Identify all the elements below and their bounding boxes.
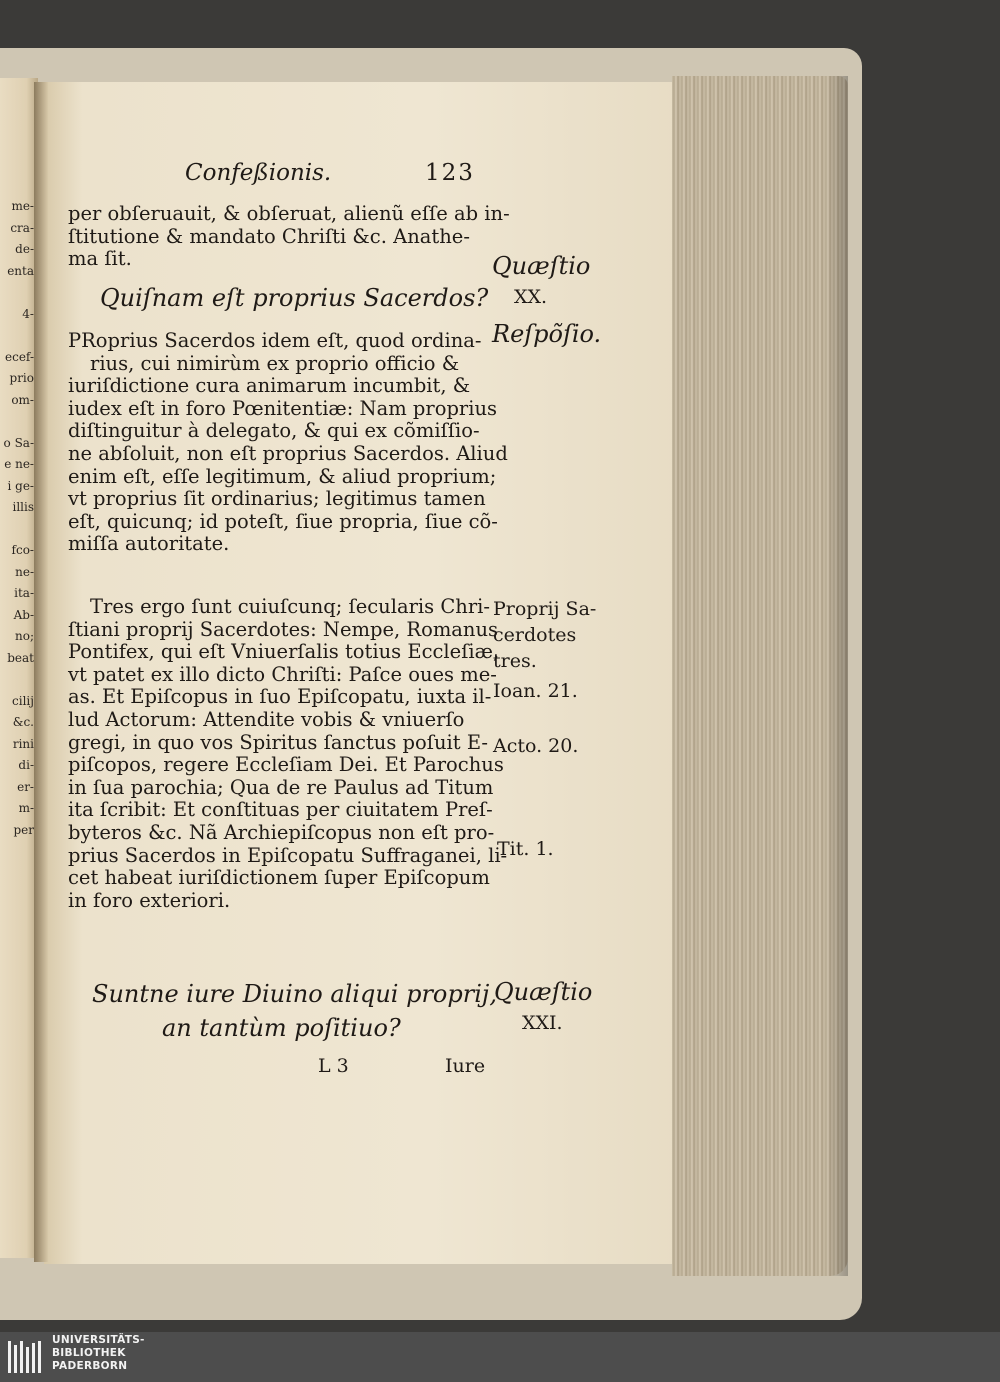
left-fragment bbox=[0, 325, 34, 347]
text-line: Tres ergo ſunt cuiuſcunq; ſecularis Chri- bbox=[90, 595, 490, 618]
text-line: ſtiani proprij Sacerdotes: Nempe, Romanus bbox=[68, 617, 499, 641]
left-fragment bbox=[0, 411, 34, 433]
text-line: cet habeat iuriſdictionem ſuper Epiſcopum bbox=[68, 866, 490, 890]
question-20-label: Quæſtio bbox=[492, 252, 591, 280]
left-fragment: rini bbox=[12, 736, 34, 751]
side-note: tres. bbox=[493, 650, 537, 672]
page-fore-edge bbox=[672, 76, 848, 1276]
left-fragment: i ge- bbox=[7, 478, 34, 493]
text-line: ita ſcribit: Et conſtituas per ciuitatem Preſ- bbox=[68, 798, 493, 822]
text-line: enim eſt, eſſe legitimum, & aliud proprium; bbox=[68, 464, 497, 488]
library-name-line: PADERBORN bbox=[52, 1360, 128, 1372]
text-line: as. Et Epiſcopus in ſuo Epiſcopatu, iuxta il- bbox=[68, 685, 492, 709]
text-line: vt patet ex illo dicto Chriſti: Paſce oues me- bbox=[68, 662, 497, 686]
side-note: Tit. 1. bbox=[497, 838, 554, 860]
library-name bbox=[52, 1334, 145, 1373]
second-paragraph bbox=[68, 596, 507, 912]
text-line: ne abſoluit, non eſt proprius Sacerdos. Aliud bbox=[68, 441, 508, 465]
left-fragment: ecef- bbox=[5, 349, 34, 364]
left-fragment: er- bbox=[17, 779, 34, 794]
question-20-number: XX. bbox=[514, 286, 548, 308]
left-fragment: de- bbox=[15, 242, 34, 256]
text-line: in ſua parochia; Qua de re Paulus ad Titum bbox=[68, 775, 494, 799]
left-fragment: prio bbox=[9, 371, 34, 385]
text-line: lud Actorum: Attendite vobis & vniuerſo bbox=[68, 707, 465, 731]
library-name-line: BIBLIOTHEK bbox=[52, 1347, 126, 1359]
left-fragment: o Sa- bbox=[3, 435, 34, 450]
text-line: piſcopos, regere Eccleſiam Dei. Et Parochus bbox=[68, 753, 504, 777]
left-fragment: e ne- bbox=[4, 457, 34, 471]
text-line: iudex eſt in foro Pœnitentiæ: Nam proprius bbox=[68, 396, 498, 420]
question-21-heading-line1: Suntne iure Diuino aliqui proprij, bbox=[92, 980, 497, 1008]
text-line: eſt, quicunq; id poteſt, ſiue propria, ſiue cõ- bbox=[68, 509, 498, 533]
left-fragment: om- bbox=[11, 392, 34, 407]
left-fragment: di- bbox=[18, 758, 34, 772]
catchword: Iure bbox=[445, 1055, 486, 1077]
left-fragment: beat bbox=[7, 650, 34, 665]
text-line: prius Sacerdos in Epiſcopatu Suffraganei, li- bbox=[68, 843, 508, 867]
library-banner bbox=[0, 1332, 1000, 1382]
text-line: rius, cui nimirùm ex proprio officio & bbox=[90, 351, 460, 375]
left-fragment: Ab- bbox=[13, 607, 34, 622]
side-note: Acto. 20. bbox=[493, 735, 579, 757]
signature-mark: L 3 bbox=[318, 1055, 349, 1077]
left-fragment: 4- bbox=[22, 306, 34, 321]
left-fragment: me- bbox=[11, 199, 34, 213]
side-note: Proprij Sa- bbox=[493, 598, 597, 620]
book-gutter bbox=[34, 82, 48, 1262]
text-line: gregi, in quo vos Spiritus ſanctus poſuit E- bbox=[68, 730, 489, 754]
running-head: Confeßionis. bbox=[185, 160, 332, 186]
text-line: per obſeruauit, & obſeruat, alienũ eſſe ab in- bbox=[68, 202, 510, 225]
opening-lines bbox=[68, 203, 510, 271]
left-fragment: fco- bbox=[11, 543, 34, 557]
question-21-heading-line2: an tantùm poſitiuo? bbox=[162, 1014, 401, 1042]
text-line: diſtinguitur à delegato, & qui ex cõmiſſio- bbox=[68, 419, 480, 443]
question-21-number: XXI. bbox=[522, 1012, 563, 1034]
left-page-fragments bbox=[0, 196, 34, 841]
left-fragment: ita- bbox=[14, 586, 34, 600]
library-name-line: UNIVERSITÄTS- bbox=[52, 1334, 145, 1346]
answer-paragraph bbox=[68, 330, 508, 556]
response-label: Reſpõſio. bbox=[492, 320, 602, 348]
left-fragment: illis bbox=[12, 500, 34, 514]
text-line: vt proprius ſit ordinarius; legitimus tamen bbox=[68, 487, 486, 511]
text-line: byteros &c. Nã Archiepiſcopus non eſt pro- bbox=[68, 820, 495, 844]
left-fragment bbox=[0, 282, 34, 304]
left-fragment: cra- bbox=[10, 220, 34, 235]
left-fragment: m- bbox=[18, 801, 34, 815]
left-fragment bbox=[0, 669, 34, 691]
page-number: 123 bbox=[425, 160, 475, 186]
left-fragment: &c. bbox=[12, 715, 34, 729]
side-note: cerdotes bbox=[493, 624, 577, 646]
text-line: ſtitutione & mandato Chriſti &c. Anathe- bbox=[68, 224, 470, 248]
text-line: PRoprius Sacerdos idem eſt, quod ordina- bbox=[68, 329, 482, 352]
side-note: Ioan. 21. bbox=[493, 680, 578, 702]
left-fragment: no; bbox=[15, 629, 34, 643]
text-line: miſſa autoritate. bbox=[68, 532, 230, 556]
question-21-label: Quæſtio bbox=[494, 978, 593, 1006]
left-fragment: ne- bbox=[15, 564, 34, 579]
text-line: iuriſdictione cura animarum incumbit, & bbox=[68, 374, 471, 398]
left-fragment: cilij bbox=[12, 693, 34, 708]
text-line: in foro exteriori. bbox=[68, 888, 231, 912]
library-logo-icon bbox=[8, 1341, 44, 1373]
left-fragment: per bbox=[13, 822, 34, 837]
left-fragment: enta bbox=[7, 263, 34, 278]
text-line: ma ſit. bbox=[68, 247, 132, 271]
text-line: Pontifex, qui eſt Vniuerſalis totius Eccleſiæ, bbox=[68, 640, 500, 664]
left-fragment bbox=[0, 519, 34, 541]
question-20-heading: Quiſnam eſt proprius Sacerdos? bbox=[100, 284, 489, 312]
